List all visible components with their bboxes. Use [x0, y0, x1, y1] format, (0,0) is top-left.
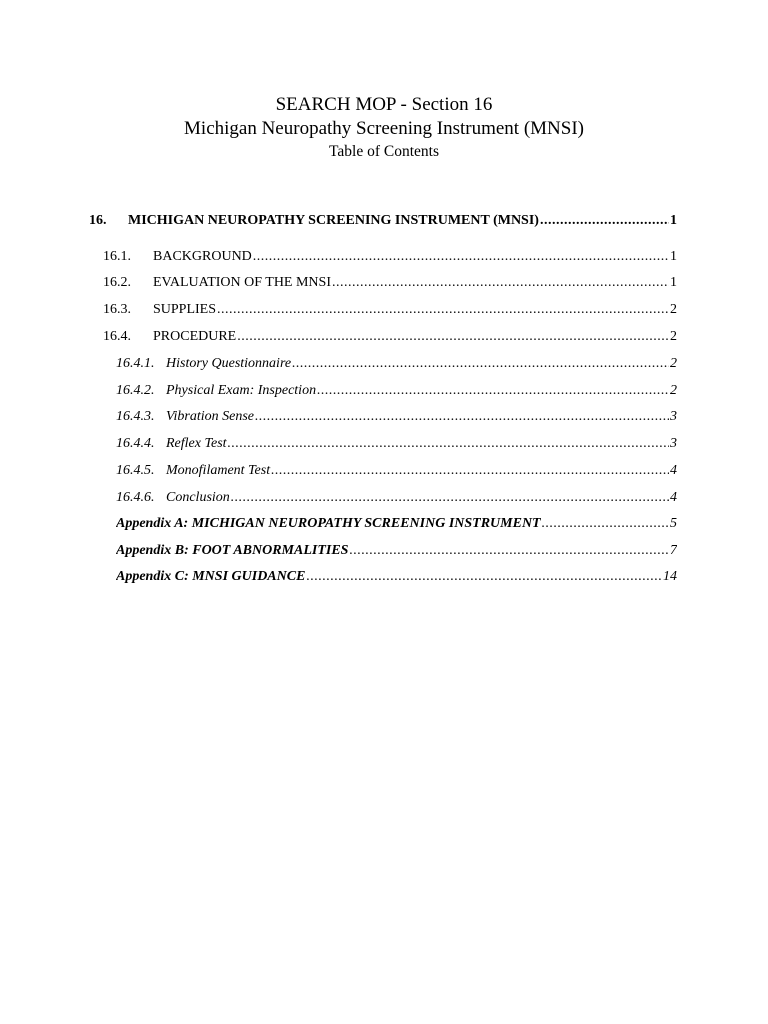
- toc-entry-page: 2: [670, 302, 677, 317]
- toc-entry-subsection[interactable]: [116, 407, 677, 427]
- toc-dot-leader: [231, 488, 669, 508]
- toc-entry-page: 3: [670, 436, 677, 451]
- toc-entry-number: 16.4.6.: [116, 490, 155, 505]
- toc-entry-appendix[interactable]: [116, 541, 677, 561]
- toc-entry-label: Monofilament Test: [166, 463, 271, 478]
- toc-dot-leader: [271, 461, 669, 481]
- toc-entry-label: Physical Exam: Inspection: [166, 383, 317, 398]
- toc-entry-page: 2: [670, 383, 677, 398]
- toc-entry-label: Reflex Test: [166, 436, 227, 451]
- toc-entry-page: 7: [670, 543, 677, 558]
- toc-entry-section[interactable]: [103, 247, 677, 267]
- toc-entry-label: BACKGROUND: [153, 249, 252, 264]
- toc-entry-subsection[interactable]: [116, 381, 677, 401]
- toc-entry-appendix[interactable]: [116, 567, 677, 587]
- toc-entry-label: Appendix A: MICHIGAN NEUROPATHY SCREENING INSTRUMENT: [116, 516, 541, 531]
- document-subtitle: Michigan Neuropathy Screening Instrument (MNSI): [184, 118, 584, 139]
- toc-entry-label: History Questionnaire: [166, 356, 292, 371]
- toc-entry-number: 16.4.: [103, 329, 131, 344]
- toc-entry-number: 16.2.: [103, 275, 131, 290]
- toc-entry-page: 4: [670, 490, 677, 505]
- toc-dot-leader: [228, 434, 669, 454]
- toc-entry-label: Appendix C: MNSI GUIDANCE: [116, 569, 306, 584]
- toc-entry-number: 16.4.2.: [116, 383, 155, 398]
- toc-entry-page: 1: [670, 249, 677, 264]
- toc-entry-subsection[interactable]: [116, 434, 677, 454]
- toc-entry-label: Conclusion: [166, 490, 230, 505]
- toc-entry-number: 16.4.4.: [116, 436, 155, 451]
- toc-entry-page: 3: [670, 409, 677, 424]
- toc-dot-leader: [332, 273, 669, 293]
- toc-entry-section[interactable]: [103, 300, 677, 320]
- toc-dot-leader: [253, 247, 669, 267]
- toc-entry-label: SUPPLIES: [153, 302, 217, 317]
- toc-dot-leader: [255, 407, 669, 427]
- toc-entry-number: 16.4.5.: [116, 463, 155, 478]
- toc-dot-leader: [217, 300, 669, 320]
- toc-entry-section[interactable]: [103, 273, 677, 293]
- document-title: SEARCH MOP - Section 16: [275, 94, 493, 115]
- toc-entry-page: 1: [670, 275, 677, 290]
- toc-dot-leader: [542, 514, 669, 534]
- toc-entry-page: 4: [670, 463, 677, 478]
- toc-entry-number: 16.1.: [103, 249, 131, 264]
- toc-entry-page: 14: [663, 569, 677, 584]
- toc-entry-label: Appendix B: FOOT ABNORMALITIES: [116, 543, 349, 558]
- toc-entry-subsection[interactable]: [116, 461, 677, 481]
- toc-entry-number: 16.4.3.: [116, 409, 155, 424]
- toc-entry-label: MICHIGAN NEUROPATHY SCREENING INSTRUMENT (MNSI): [128, 213, 539, 228]
- toc-entry-number: 16.: [89, 213, 107, 228]
- toc-entry-section[interactable]: [103, 327, 677, 347]
- toc-entry-page: 2: [670, 356, 677, 371]
- toc-dot-leader: [292, 354, 669, 374]
- toc-entry-label: PROCEDURE: [153, 329, 237, 344]
- toc-dot-leader: [317, 381, 669, 401]
- toc-entry-subsection[interactable]: [116, 354, 677, 374]
- toc-entry-label: Vibration Sense: [166, 409, 255, 424]
- toc-entry-page: 5: [670, 516, 677, 531]
- toc-heading: Table of Contents: [329, 143, 439, 160]
- toc-entry-page: 1: [670, 213, 677, 228]
- toc-dot-leader: [306, 567, 662, 587]
- toc-entry-label: EVALUATION OF THE MNSI: [153, 275, 331, 290]
- toc-entry-subsection[interactable]: [116, 488, 677, 508]
- toc-entry-page: 2: [670, 329, 677, 344]
- toc-entry-main[interactable]: [89, 211, 677, 231]
- toc-entry-number: 16.4.1.: [116, 356, 155, 371]
- toc-dot-leader: [237, 327, 669, 347]
- toc-entry-number: 16.3.: [103, 302, 131, 317]
- toc-entry-appendix[interactable]: [116, 514, 677, 534]
- toc-dot-leader: [349, 541, 669, 561]
- toc-dot-leader: [540, 211, 669, 231]
